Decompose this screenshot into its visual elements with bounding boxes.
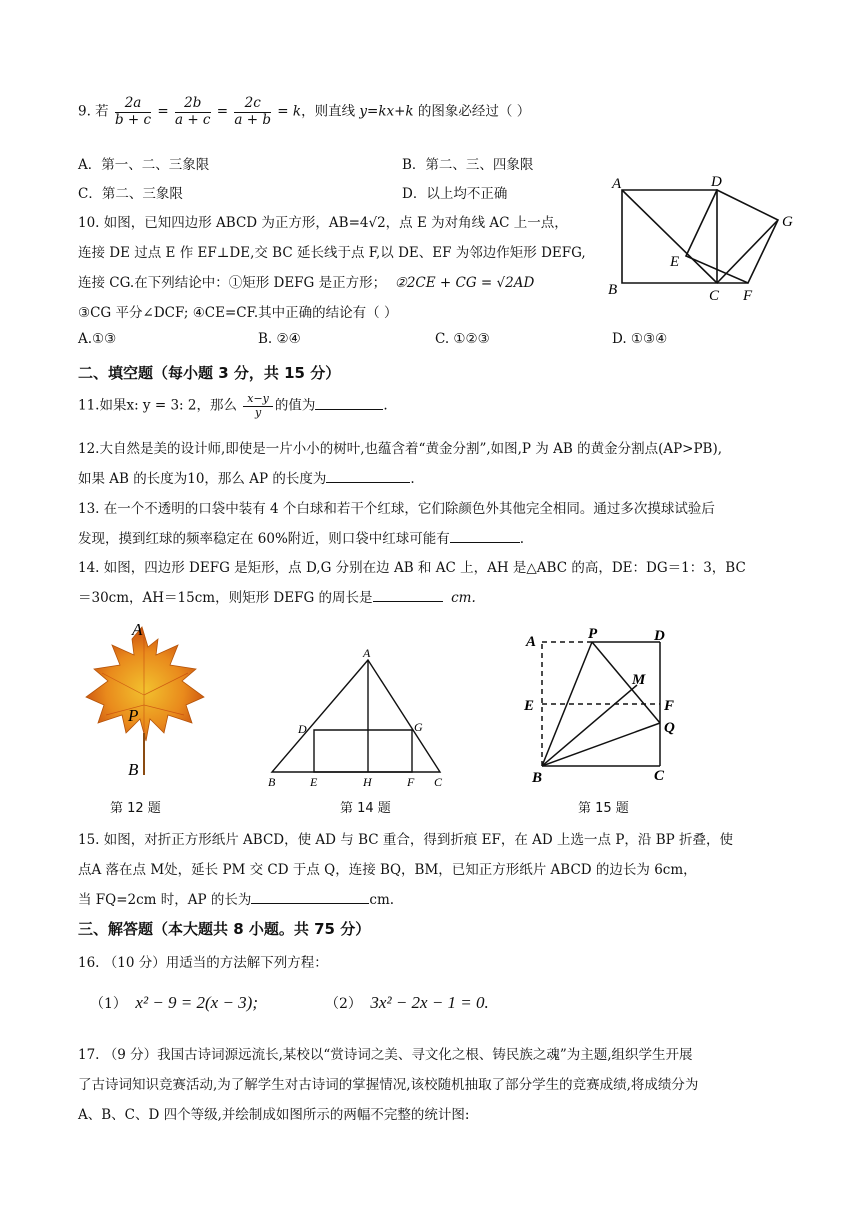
q9-option-c: C．第二、三象限 — [78, 186, 183, 202]
q9-fraction-3: $\frac{2c}{a + b}$ — [234, 95, 271, 128]
section-3-heading: 三、解答题（本大题共 8 小题。共 75 分） — [78, 920, 371, 938]
q9-option-a: A．第一、二、三象限 — [78, 157, 210, 173]
fig14-caption: 第 14 题 — [340, 801, 391, 816]
fig15-label-b: B — [532, 770, 543, 786]
fig14-label-g: G — [414, 720, 423, 734]
q15-line-3: 当 FQ=2cm 时，AP 的长为 cm. — [78, 892, 395, 908]
q16-equation-1: （1） x² − 9 = 2(x − 3); — [90, 993, 259, 1012]
q10-label-g: G — [782, 214, 793, 230]
fig15-label-d: D — [654, 628, 665, 644]
q12-line-1: 12.大自然是美的设计师,即使是一片小小的树叶,也蕴含着“黄金分割”,如图,P 为 AB 的黄金分割点(AP>PB), — [78, 441, 723, 457]
q10-line-4: ③CG 平分∠DCF; ④CE=CF.其中正确的结论有（ ） — [78, 305, 398, 321]
fig15-caption: 第 15 题 — [578, 801, 629, 816]
q10-label-c: C — [709, 288, 720, 304]
q10-label-d: D — [711, 174, 722, 190]
fig15-label-a: A — [526, 634, 537, 650]
fig14-label-a: A — [363, 646, 371, 660]
q17-line-1: 17. （9 分）我国古诗词源远流长,某校以“赏诗词之美、寻文化之根、铸民族之魂”为主题,组织学生开展 — [78, 1047, 693, 1063]
q16-equation-2: （2） 3x² − 2x − 1 = 0. — [325, 993, 489, 1012]
q17-line-3: A、B、C、D 四个等级,并绘制成如图所示的两幅不完整的统计图: — [78, 1107, 470, 1123]
q9-option-b: B．第二、三、四象限 — [402, 157, 534, 173]
fig15-label-c: C — [654, 768, 665, 784]
q10-option-d: D. ①③④ — [612, 331, 668, 347]
q13-line-2: 发现，摸到红球的频率稳定在 60%附近，则口袋中红球可能有 . — [78, 531, 525, 547]
q10-line-2: 连接 DE 过点 E 作 EF⊥DE,交 BC 延长线于点 F,以 DE、EF 为邻边作矩形 DEFG, — [78, 245, 586, 261]
fig12-label-p: P — [128, 706, 139, 725]
q9-stem: 9. 若 $\frac{2a}{b + c}$ = $\frac{2b}{a + c}$ = $\frac{2c}{a + b}$ = k，则直线 y=kx+k 的图象必经过（ ） — [78, 95, 531, 128]
q10-figure — [600, 170, 810, 305]
q10-option-a: A.①③ — [78, 331, 117, 347]
q13-answer-blank[interactable] — [450, 541, 520, 543]
fig14-label-h: H — [363, 775, 372, 789]
fig15-label-p: P — [588, 626, 598, 642]
q10-label-a: A — [612, 176, 622, 192]
q10-option-b: B. ②④ — [258, 331, 301, 347]
fig15-label-q: Q — [664, 720, 675, 736]
fig12-label-b: B — [128, 760, 139, 779]
q9-fraction-2: $\frac{2b}{a + c}$ — [174, 95, 211, 128]
fig15-label-e: E — [524, 698, 535, 714]
fig15-label-f: F — [664, 698, 675, 714]
fig14-label-c: C — [434, 775, 443, 789]
q16-line-1: 16. （10 分）用适当的方法解下列方程： — [78, 955, 328, 971]
q10-line-3: 连接 CG.在下列结论中：①矩形 DEFG 是正方形； ②2CE + CG = √2AD — [78, 275, 535, 291]
fig12-label-a: A — [132, 620, 143, 639]
fig14-label-d: D — [298, 722, 307, 736]
q12-answer-blank[interactable] — [326, 481, 410, 483]
q11-answer-blank[interactable] — [315, 408, 383, 410]
q15-answer-blank[interactable] — [251, 902, 369, 904]
q15-line-1: 15. 如图，对折正方形纸片 ABCD，使 AD 与 BC 重合，得到折痕 EF，在 AD 上选一点 P，沿 BP 折叠，使 — [78, 832, 733, 848]
fig14-triangle — [262, 645, 452, 790]
fig14-label-b: B — [268, 775, 276, 789]
q10-label-f: F — [743, 288, 753, 304]
leaf-shape — [86, 627, 204, 741]
q14-answer-blank[interactable] — [373, 600, 443, 602]
q14-line-2: ＝30cm，AH＝15cm，则矩形 DEFG 的周长是 cm. — [78, 590, 476, 606]
q10-option-c: C. ①②③ — [435, 331, 490, 347]
fig12-maple-leaf — [78, 615, 213, 790]
q13-line-1: 13. 在一个不透明的口袋中装有 4 个白球和若干个红球，它们除颜色外其他完全相同。通过多次摸球试验后 — [78, 501, 715, 517]
q10-line-1: 10. 如图，已知四边形 ABCD 为正方形，AB=4√2，点 E 为对角线 AC 上一点， — [78, 215, 568, 231]
q10-label-e: E — [670, 254, 680, 270]
fig15-square — [520, 622, 695, 792]
q17-line-2: 了古诗词知识竞赛活动,为了解学生对古诗词的掌握情况,该校随机抽取了部分学生的竞赛成绩,将成绩分为 — [78, 1077, 699, 1093]
q14-line-1: 14. 如图，四边形 DEFG 是矩形，点 D,G 分别在边 AB 和 AC 上，AH 是△ABC 的高，DE：DG＝1：3，BC — [78, 560, 746, 576]
q15-line-2: 点A 落在点 M处，延长 PM 交 CD 于点 Q，连接 BQ，BM，已知正方形纸片 ABCD 的边长为 6cm， — [78, 862, 697, 878]
fig14-label-e: E — [310, 775, 318, 789]
fig14-label-f: F — [407, 775, 415, 789]
q9-option-d: D．以上均不正确 — [402, 186, 508, 202]
q11: 11.如果x: y = 3: 2，那么 $\frac{x-y}{y}$ 的值为 . — [78, 392, 388, 419]
q12-line-2: 如果 AB 的长度为10，那么 AP 的长度为 . — [78, 471, 415, 487]
q9-fraction-1: $\frac{2a}{b + c}$ — [114, 95, 152, 128]
section-2-heading: 二、填空题（每小题 3 分，共 15 分） — [78, 364, 341, 382]
q10-label-b: B — [608, 282, 618, 298]
fig15-label-m: M — [632, 672, 646, 688]
fig12-caption: 第 12 题 — [110, 801, 161, 816]
